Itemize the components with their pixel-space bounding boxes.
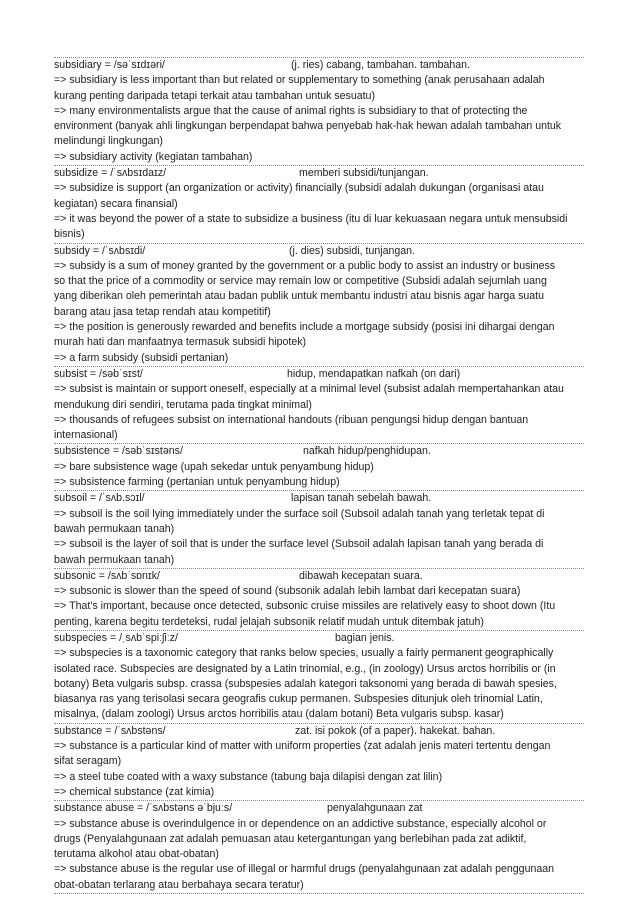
- entry-headline: [54, 724, 584, 739]
- entry-line: environment (banyak ahli lingkungan berpendapat bahwa penyebab hak-hak hewan adalah tambahan untuk: [54, 120, 562, 133]
- dictionary-entry: [54, 57, 584, 165]
- entry-line: obat-obatan terlarang atau berbahaya secara teratur): [54, 878, 304, 891]
- entry-headline: [54, 367, 584, 382]
- entry-line: misalnya, (dalam zoologi) Ursus arctos horribilis atau (dalam botani) Beta vulgaris subsp. kasar): [54, 708, 504, 721]
- entry-term: substance = /ˈsʌbstəns/: [54, 724, 166, 737]
- entry-headline: [54, 58, 584, 73]
- entry-meaning: penyalahgunaan zat: [327, 802, 423, 815]
- entry-line: mendukung diri sendiri, terutama pada tingkat minimal): [54, 398, 312, 411]
- entry-line: bawah permukaan tanah): [54, 553, 175, 566]
- entry-headline: [54, 569, 584, 584]
- entry-line: => thousands of refugees subsist on international handouts (ribuan pengungsi hidup dengan bantuan: [54, 413, 529, 426]
- entry-meaning: (j. ries) cabang, tambahan. tambahan.: [291, 59, 471, 71]
- entry-line: => subsoil is the soil lying immediately under the surface soil (Subsoil adalah tanah yang terletak tepat di: [54, 507, 545, 520]
- entry-line: bawah permukaan tanah): [54, 522, 175, 535]
- entry-term: subsoil = /ˈsʌb.sɔɪl/: [54, 492, 145, 505]
- entry-headline: [54, 444, 584, 459]
- entry-line: => a farm subsidy (subsidi pertanian): [54, 351, 229, 364]
- entry-meaning: hidup, mendapatkan nafkah (on dari): [287, 367, 461, 380]
- entry-meaning: nafkah hidup/penghidupan.: [303, 445, 431, 458]
- dictionary-page: [54, 57, 584, 894]
- entry-line: => subspecies is a taxonomic category that ranks below species, usually a fairly permanent geographically: [54, 647, 554, 660]
- entry-meaning: lapisan tanah sebelah bawah.: [291, 492, 432, 505]
- entry-line: => many environmentalists argue that the cause of animal rights is subsidiary to that of protecting the: [54, 104, 528, 117]
- entry-line: => subsidiary activity (kegiatan tambahan): [54, 150, 253, 163]
- entry-line: => subsidize is support (an organization or activity) financially (subsidi adalah dukungan (organisasi atau: [54, 182, 544, 195]
- dictionary-entry: [54, 165, 584, 242]
- entry-line: bisnis): [54, 228, 85, 241]
- entry-line: melindungi lingkungan): [54, 135, 163, 148]
- entry-line: => subsist is maintain or support oneself, especially at a minimal level (subsist adalah mempertahankan atau: [54, 383, 564, 396]
- entry-meaning: zat. isi pokok (of a paper). hakekat. bahan.: [295, 724, 496, 737]
- entry-line: => subsistence farming (pertanian untuk penyambung hidup): [54, 476, 340, 489]
- entry-headline: [54, 631, 584, 646]
- entry-line: kurang penting daripada tetapi terkait atau tambahan untuk sesuatu): [54, 89, 375, 102]
- entry-term: subsist = /səbˈsɪst/: [54, 367, 143, 380]
- entry-line: penting, karena begitu terdeteksi, rudal jelajah subsonik relatif mudah untuk ditembak jatuh): [54, 615, 484, 628]
- entry-line: yang diberikan oleh pemerintah atau badan publik untuk membantu industri atau bisnis agar harga suatu: [54, 290, 544, 303]
- entry-line: kegiatan) secara finansial): [54, 197, 178, 210]
- entry-line: isolated race. Subspecies are designated by a Latin trinomial, e.g., (in zoology) Ursus arctos horribilis or (in: [54, 662, 556, 675]
- entry-meaning: bagian jenis.: [335, 631, 395, 644]
- entry-line: => chemical substance (zat kimia): [54, 785, 215, 798]
- entry-line: => bare subsistence wage (upah sekedar untuk penyambung hidup): [54, 460, 374, 473]
- entry-line: => substance is a particular kind of matter with uniform properties (zat adalah jenis materi tertentu dengan: [54, 740, 551, 753]
- entry-line: => subsonic is slower than the speed of sound (subsonik adalah lebih lambat dari kecepatan suara): [54, 585, 521, 598]
- entry-line: internasional): [54, 429, 118, 442]
- entry-line: => subsidy is a sum of money granted by the government or a public body to assist an industry or business: [54, 259, 556, 272]
- entry-term: substance abuse = /ˈsʌbstəns əˈbjuːs/: [54, 802, 233, 815]
- entry-line: => substance abuse is overindulgence in or dependence on an addictive substance, especially alcohol or: [54, 817, 547, 830]
- entry-line: terutama alkohol atau obat-obatan): [54, 848, 219, 861]
- entry-term: subsidiary = /səˈsɪdɪəri/: [54, 59, 165, 71]
- dictionary-entry: [54, 366, 584, 443]
- entry-line: so that the price of a commodity or service may remain low or competitive (Subsidi adalah sejumlah uang: [54, 275, 547, 288]
- entry-line: murah hati dan manfaatnya termasuk subsidi hipotek): [54, 336, 307, 349]
- entry-headline: [54, 244, 584, 259]
- entry-headline: [54, 166, 584, 181]
- entry-line: => subsidiary is less important than but related or supplementary to something (anak perusahaan adalah: [54, 74, 545, 87]
- entry-line: => substance abuse is the regular use of illegal or harmful drugs (penyalahgunaan zat adalah penggunaan: [54, 863, 555, 876]
- dictionary-entry: [54, 243, 584, 366]
- entry-line: => the position is generously rewarded and benefits include a mortgage subsidy (posisi ini dihargai dengan: [54, 321, 555, 334]
- entry-meaning: memberi subsidi/tunjangan.: [299, 167, 429, 180]
- dictionary-entry: [54, 490, 584, 567]
- entry-line: drugs (Penyalahgunaan zat adalah pemuasan atau ketergantungan yang berlebihan pada zat adiktif,: [54, 832, 527, 845]
- entry-line: => That's important, because once detected, subsonic cruise missiles are relatively easy to shoot down (Itu: [54, 600, 556, 613]
- entry-headline: [54, 801, 584, 816]
- entry-term: subsonic = /sʌbˈsɒnɪk/: [54, 569, 160, 582]
- entry-line: biasanya ras yang terisolasi secara geografis cukup permanen. Subspesies ditunjuk oleh trinomial Latin,: [54, 693, 543, 706]
- entry-line: sifat seragam): [54, 755, 122, 768]
- dictionary-entry: [54, 723, 584, 800]
- entry-term: subspecies = /ˌsʌbˈspiːʃiːz/: [54, 631, 178, 644]
- entry-meaning: dibawah kecepatan suara.: [299, 569, 423, 582]
- entry-line: => subsoil is the layer of soil that is under the surface level (Subsoil adalah lapisan tanah yang berada di: [54, 538, 544, 551]
- entry-term: subsidy = /ˈsʌbsɪdi/: [54, 244, 146, 257]
- entry-line: => it was beyond the power of a state to subsidize a business (itu di luar kekuasaan negara untuk mensubsidi: [54, 212, 568, 225]
- dictionary-entry: [54, 630, 584, 723]
- entry-line: barang atau jasa tetap rendah atau kompetitif): [54, 305, 271, 318]
- entry-line: botany) Beta vulgaris subsp. crassa (subspesies adalah kategori taksonomi yang berada di bawah spesies,: [54, 677, 557, 690]
- entry-headline: [54, 491, 584, 506]
- entry-term: subsistence = /səbˈsɪstəns/: [54, 445, 183, 458]
- dictionary-entry: [54, 800, 584, 894]
- dictionary-entry: [54, 568, 584, 630]
- entry-term: subsidize = /ˈsʌbsɪdaɪz/: [54, 167, 167, 180]
- dictionary-entry: [54, 443, 584, 490]
- entry-line: => a steel tube coated with a waxy substance (tabung baja dilapisi dengan zat lilin): [54, 770, 443, 783]
- entry-meaning: (j. dies) subsidi, tunjangan.: [289, 244, 416, 257]
